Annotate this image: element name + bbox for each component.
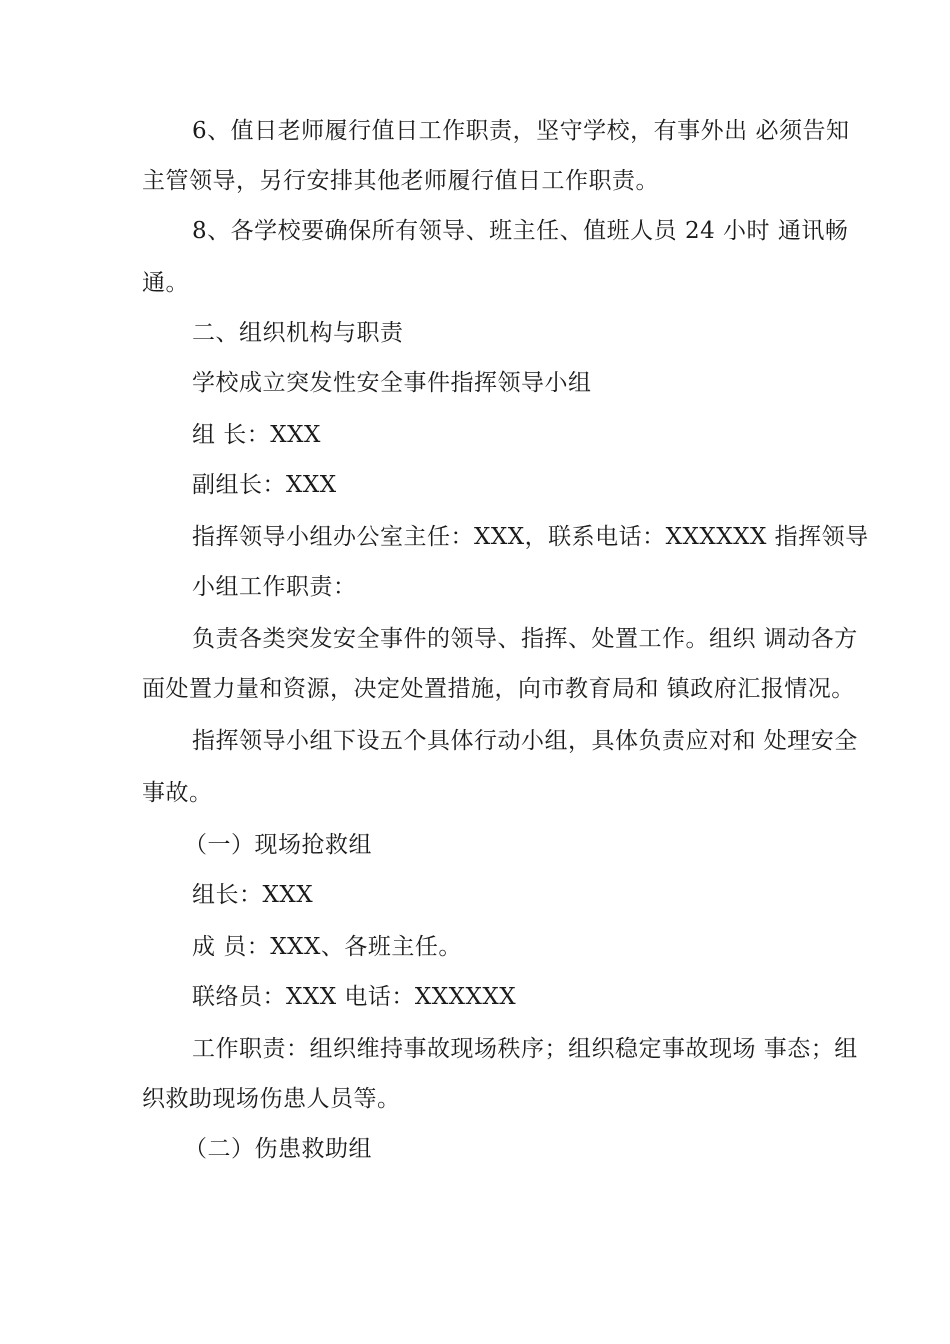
text-line: 面处置力量和资源，决定处置措施，向市教育局和 镇政府汇报情况。 <box>142 676 855 702</box>
text-line: 负责各类突发安全事件的领导、指挥、处置工作。组织 调动各方 <box>192 626 858 652</box>
subsection-heading: （二）伤患救助组 <box>184 1136 372 1162</box>
text-line: 指挥领导小组下设五个具体行动小组，具体负责应对和 处理安全 <box>192 728 858 754</box>
text-line: 工作职责：组织维持事故现场秩序；组织稳定事故现场 事态；组 <box>192 1036 858 1062</box>
text-line: 小组工作职责： <box>192 574 357 600</box>
text-line: 通。 <box>142 270 189 296</box>
text-line: 8、各学校要确保所有领导、班主任、值班人员 24 小时 通讯畅 <box>192 218 849 244</box>
text-line: 学校成立突发性安全事件指挥领导小组 <box>192 370 592 396</box>
text-line: 指挥领导小组办公室主任：XXX，联系电话：XXXXXX 指挥领导 <box>192 524 869 550</box>
text-line: 组长：XXX <box>192 882 314 908</box>
text-line: 事故。 <box>142 780 213 806</box>
text-line: 组 长：XXX <box>192 422 321 448</box>
section-heading: 二、组织机构与职责 <box>192 320 404 346</box>
text-line: 联络员：XXX 电话：XXXXXX <box>192 984 517 1010</box>
text-line: 副组长：XXX <box>192 472 337 498</box>
text-line: 6、值日老师履行值日工作职责，坚守学校，有事外出 必须告知 <box>192 118 850 144</box>
text-line: 成 员：XXX、各班主任。 <box>192 934 462 960</box>
subsection-heading: （一）现场抢救组 <box>184 832 372 858</box>
text-line: 织救助现场伤患人员等。 <box>142 1086 401 1112</box>
text-line: 主管领导，另行安排其他老师履行值日工作职责。 <box>142 168 659 194</box>
